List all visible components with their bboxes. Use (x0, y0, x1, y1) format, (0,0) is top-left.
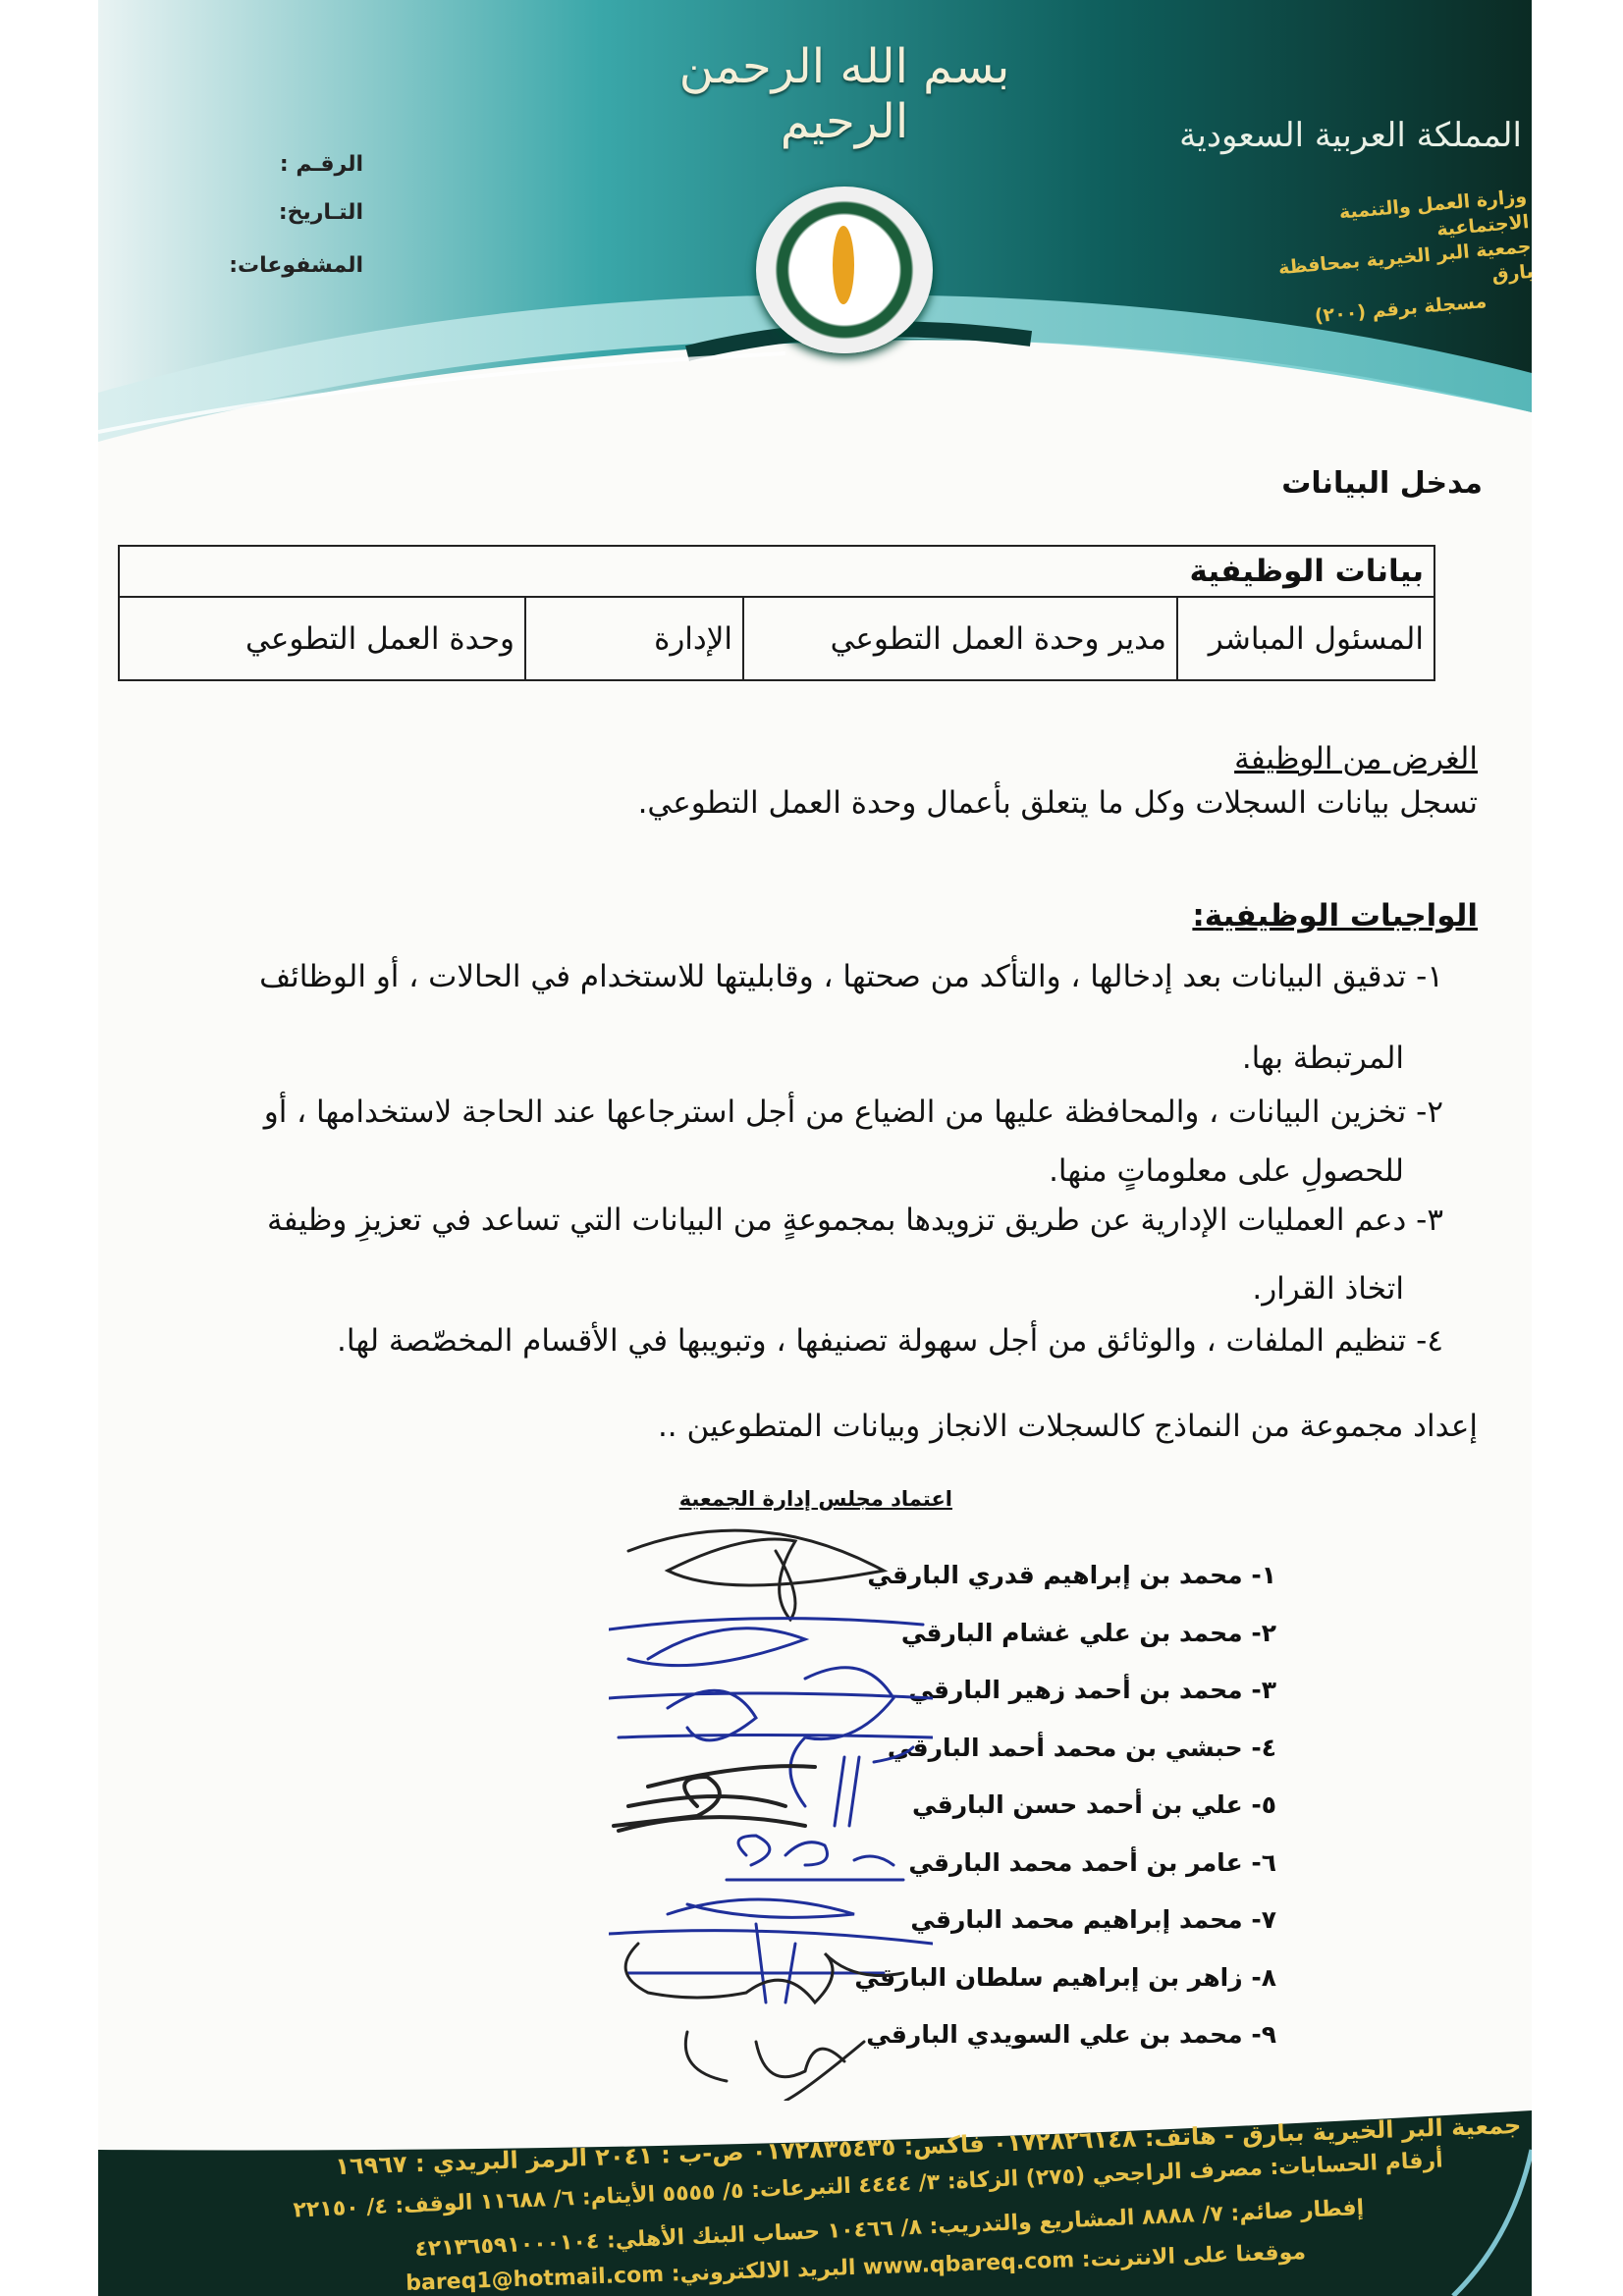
department-value: وحدة العمل التطوعي (119, 597, 525, 680)
job-data-table (118, 545, 1435, 681)
purpose-heading: الغرض من الوظيفة (1234, 741, 1478, 776)
duties-heading: الواجبات الوظيفية: (1192, 898, 1478, 934)
society-name: جمعية البر الخيرية بمحافظة بارق (1277, 236, 1535, 287)
direct-supervisor-value: مدير وحدة العمل التطوعي (743, 597, 1177, 680)
member-7: ٧- محمد إبراهيم محمد البارقي (910, 1905, 1276, 1934)
job-table-heading: بيانات الوظيفية (119, 546, 1434, 597)
duty-item-2: ٢- تخزين البيانات ، والمحافظة عليها من الضياع من أجل استرجاعها عند الحاجة لاستخدامها ، أو (263, 1095, 1443, 1130)
department-label: الإدارة (525, 597, 743, 680)
kingdom-title (1179, 116, 1522, 155)
direct-supervisor-label: المسئول المباشر (1177, 597, 1434, 680)
attachments-field-label: المشفوعات: (229, 253, 363, 278)
duty-item-3-cont: اتخاذ القرار. (1252, 1271, 1404, 1307)
member-9: ٩- محمد بن علي السويدي البارقي (866, 2020, 1276, 2049)
member-2: ٢- محمد بن علي غشام البارقي (900, 1618, 1276, 1647)
registration-number: مسجلة برقم (٢٠٠) (1314, 290, 1488, 327)
duty-item-2-cont: للحصولِ على معلوماتٍ منها. (1049, 1153, 1404, 1189)
closing-paragraph: إعداد مجموعة من النماذج كالسجلات الانجاز وبيانات المتطوعين .. (657, 1409, 1478, 1444)
society-logo (756, 187, 933, 353)
footer-contact-info (98, 2110, 1532, 2296)
member-6: ٦- عامر بن أحمد محمد البارقي (908, 1847, 1276, 1877)
duty-item-1-cont: المرتبطة بها. (1241, 1041, 1404, 1076)
footer-web-line: موقعنا على الانترنت: www.qbareq.com البريد الالكتروني: bareq1@hotmail.com (405, 2240, 1307, 2296)
footer-contact-line: جمعية البر الخيرية ببارق - هاتف: ٠١٧٢٨٢٦١٤٨ فاكس: ٠١٧٢٨٣٥٤٣٥ ص-ب : ٢٠٤١ الرمز البريدي : ١٦٩٦٧ (335, 2110, 1523, 2181)
approval-heading: اعتماد مجلس إدارة الجمعية (678, 1487, 952, 1511)
handwritten-signatures (609, 1512, 933, 2101)
member-8: ٨- زاهر بن إبراهيم سلطان البارقي (854, 1962, 1276, 1992)
document-title: مدخل البيانات (1281, 466, 1483, 501)
wheat-icon (833, 226, 854, 304)
ministry-name: وزارة العمل والتنمية الاجتماعية (1337, 186, 1531, 240)
duty-item-4: ٤- تنظيم الملفات ، والوثائق من أجل سهولة تصنيفها ، وتبويبها في الأقسام المخصّصة لها. (337, 1323, 1443, 1359)
footer-accounts-line: أرقام الحسابات: مصرف الراجحي (٢٧٥) الزكاة: ٣/ ٤٤٤٤ التبرعات: ٥/ ٥٥٥٥ الأيتام: ٦/ ١١٦٨٨ الوقف: ٤/ ٢٢١٥٠ (292, 2148, 1443, 2223)
kingdom-name: المملكة العربية السعودية (1179, 116, 1522, 155)
member-4: ٤- حبشي بن محمد أحمد البارقي (887, 1733, 1276, 1762)
member-5: ٥- علي بن أحمد حسن البارقي (912, 1790, 1276, 1819)
member-1: ١- محمد بن إبراهيم قدري البارقي (867, 1561, 1276, 1589)
member-3: ٣- محمد بن أحمد زهير البارقي (908, 1676, 1276, 1704)
purpose-text: تسجل بيانات السجلات وكل ما يتعلق بأعمال وحدة العمل التطوعي. (637, 785, 1478, 821)
duty-item-1: ١- تدقيق البيانات بعد إدخالها ، والتأكد من صحتها ، وقابليتها للاستخدام في الحالات ، أو الوظائف (259, 959, 1443, 994)
date-field-label: التـاريخ: (278, 200, 363, 225)
footer-accounts-line-2: إفطار صائم: ٧/ ٨٨٨٨ المشاريع والتدريب: ٨/ ١٠٤٦٦ حساب البنك الأهلي: ٤٢١٣٦٥٩١٠٠٠١٠٤ (414, 2195, 1366, 2263)
bismillah-calligraphy: بسم الله الرحمن الرحيم (678, 39, 1010, 149)
duty-item-3: ٣- دعم العمليات الإدارية عن طريق تزويدها بمجموعةٍ من البيانات التي تساعد في تعزيزِ وظيفة (266, 1202, 1443, 1238)
number-field-label: الرقـم : (279, 152, 363, 177)
organization-info (1252, 185, 1537, 334)
